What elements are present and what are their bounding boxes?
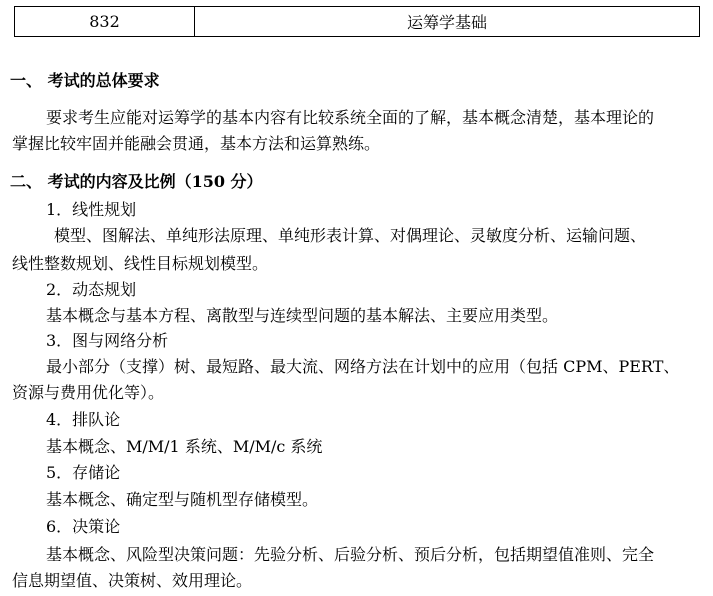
- item5-text-line1: 基本概念、确定型与随机型存储模型。: [46, 490, 319, 509]
- item4-heading: 4．排队论: [46, 410, 121, 429]
- header-row: [15, 7, 700, 37]
- course-subject: 运筹学基础: [195, 7, 700, 37]
- item6-text-line2: 信息期望值、决策树、效用理论。: [12, 571, 253, 590]
- item3-text-line2: 资源与费用优化等）。: [12, 383, 165, 402]
- header-table: [14, 6, 700, 37]
- item3-heading: 3．图与网络分析: [46, 331, 169, 350]
- course-code: 832: [15, 7, 195, 37]
- section1-title: 一、 考试的总体要求: [10, 71, 160, 90]
- item1-text-line1: 模型、图解法、单纯形法原理、单纯形表计算、对偶理论、灵敏度分析、运输问题、: [54, 226, 647, 245]
- item2-text-line1: 基本概念与基本方程、离散型与连续型问题的基本解法、主要应用类型。: [46, 306, 559, 325]
- section2-title: 二、 考试的内容及比例（150 分）: [10, 172, 263, 191]
- item6-heading: 6．决策论: [46, 517, 121, 536]
- item1-heading: 1．线性规划: [46, 200, 137, 219]
- item1-text-line2: 线性整数规划、线性目标规划模型。: [12, 254, 269, 273]
- item5-heading: 5．存储论: [46, 463, 121, 482]
- section1-paragraph-line2: 掌握比较牢固并能融会贯通，基本方法和运算熟练。: [12, 134, 381, 153]
- item4-text-line1: 基本概念、M/M/1 系统、M/M/c 系统: [46, 437, 323, 456]
- section1-paragraph-line1: 要求考生应能对运筹学的基本内容有比较系统全面的了解，基本概念清楚，基本理论的: [46, 108, 655, 127]
- item2-heading: 2．动态规划: [46, 280, 137, 299]
- item6-text-line1: 基本概念、风险型决策问题：先验分析、后验分析、预后分析，包括期望值准则、完全: [46, 545, 655, 564]
- item3-text-line1: 最小部分（支撑）树、最短路、最大流、网络方法在计划中的应用（包括 CPM、PERT、: [46, 357, 680, 376]
